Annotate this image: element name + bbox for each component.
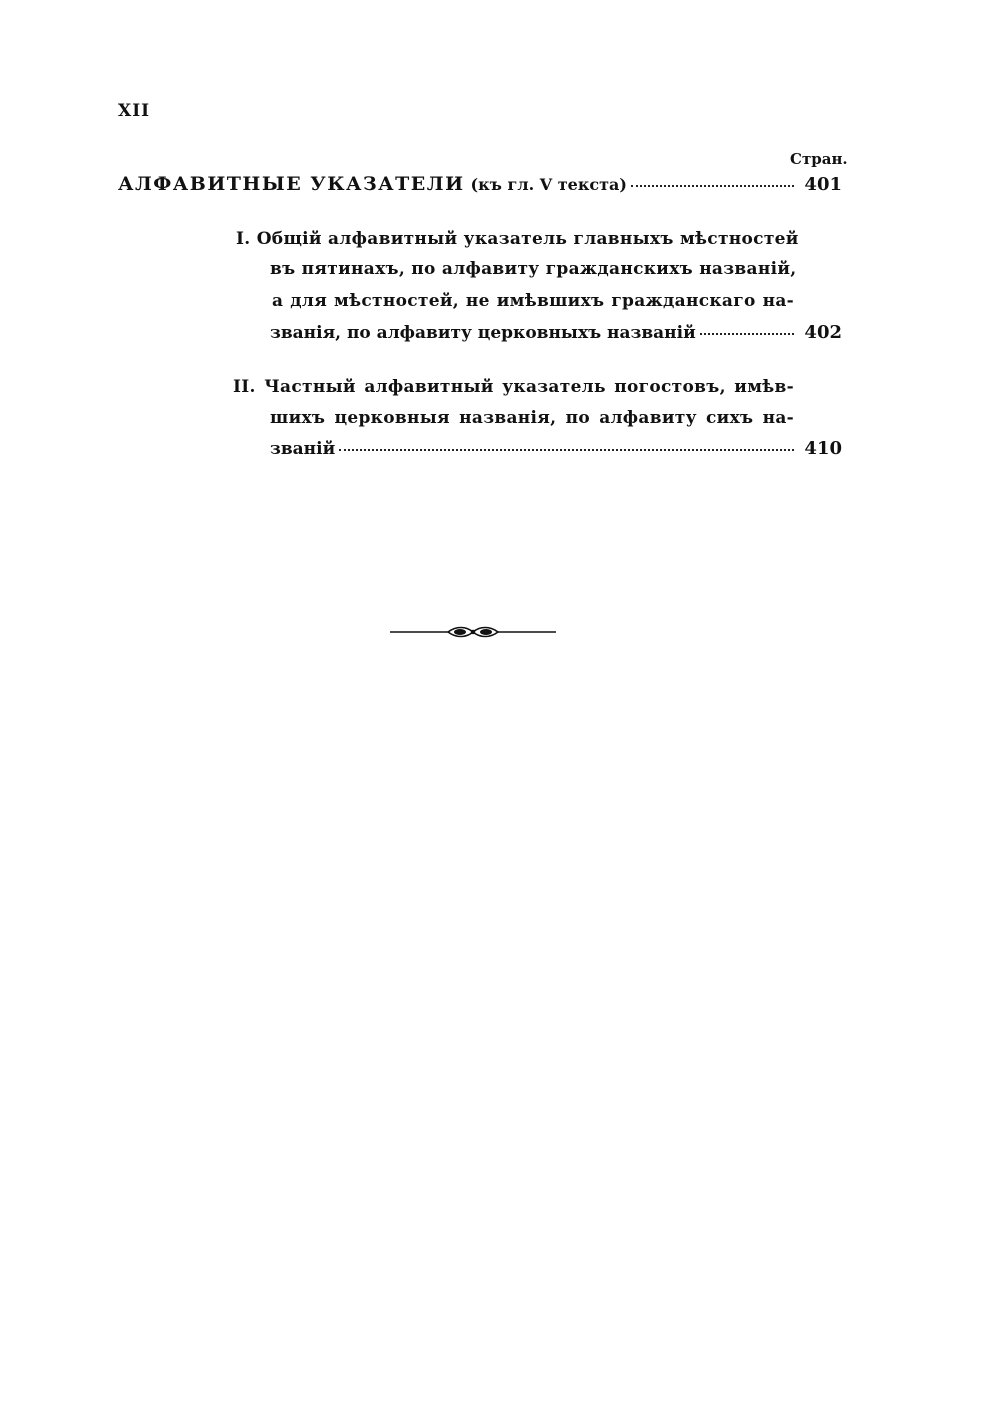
toc-main-entry-note: (къ гл. V текста) xyxy=(470,175,627,194)
toc-subentry-2-page: 410 xyxy=(804,438,842,459)
toc-subentry-1-text-4: званія, по алфавиту церковныхъ названій xyxy=(270,323,696,343)
dot-leader xyxy=(631,185,794,187)
toc-subentry-1-line-3: а для мѣстностей, не имѣвшихъ гражданскаго на- xyxy=(272,291,794,311)
ornamental-divider-icon xyxy=(390,622,556,642)
toc-subentry-1-text-1: Общій алфавитный указатель главныхъ мѣстностей xyxy=(256,229,799,249)
toc-subentry-2-text-3: званій xyxy=(270,439,336,459)
dot-leader xyxy=(700,333,794,335)
toc-main-entry-page: 401 xyxy=(804,174,842,195)
toc-main-entry-title: АЛФАВИТНЫЕ УКАЗАТЕЛИ xyxy=(118,173,465,195)
toc-subentry-1-numeral: I. xyxy=(236,229,251,249)
dot-leader xyxy=(339,449,794,451)
toc-subentry-1-line-1 xyxy=(236,229,799,249)
page-number: XII xyxy=(118,101,151,121)
toc-subentry-2-line-1 xyxy=(233,377,794,397)
toc-subentry-2-line-2: шихъ церковныя названія, по алфавиту сихъ на- xyxy=(270,408,794,428)
toc-subentry-1-line-2: въ пятинахъ, по алфавиту гражданскихъ названій, xyxy=(270,259,797,279)
toc-subentry-1-page: 402 xyxy=(804,322,842,343)
toc-subentry-2-numeral: II. xyxy=(233,377,256,397)
toc-main-entry[interactable] xyxy=(118,173,842,195)
toc-subentry-2-line-3 xyxy=(270,438,842,459)
toc-subentry-1-line-4 xyxy=(270,322,842,343)
toc-subentry-2-text-1: Частный алфавитный указатель погостовъ, имѣв- xyxy=(264,377,794,397)
page-column-header: Стран. xyxy=(790,150,848,168)
